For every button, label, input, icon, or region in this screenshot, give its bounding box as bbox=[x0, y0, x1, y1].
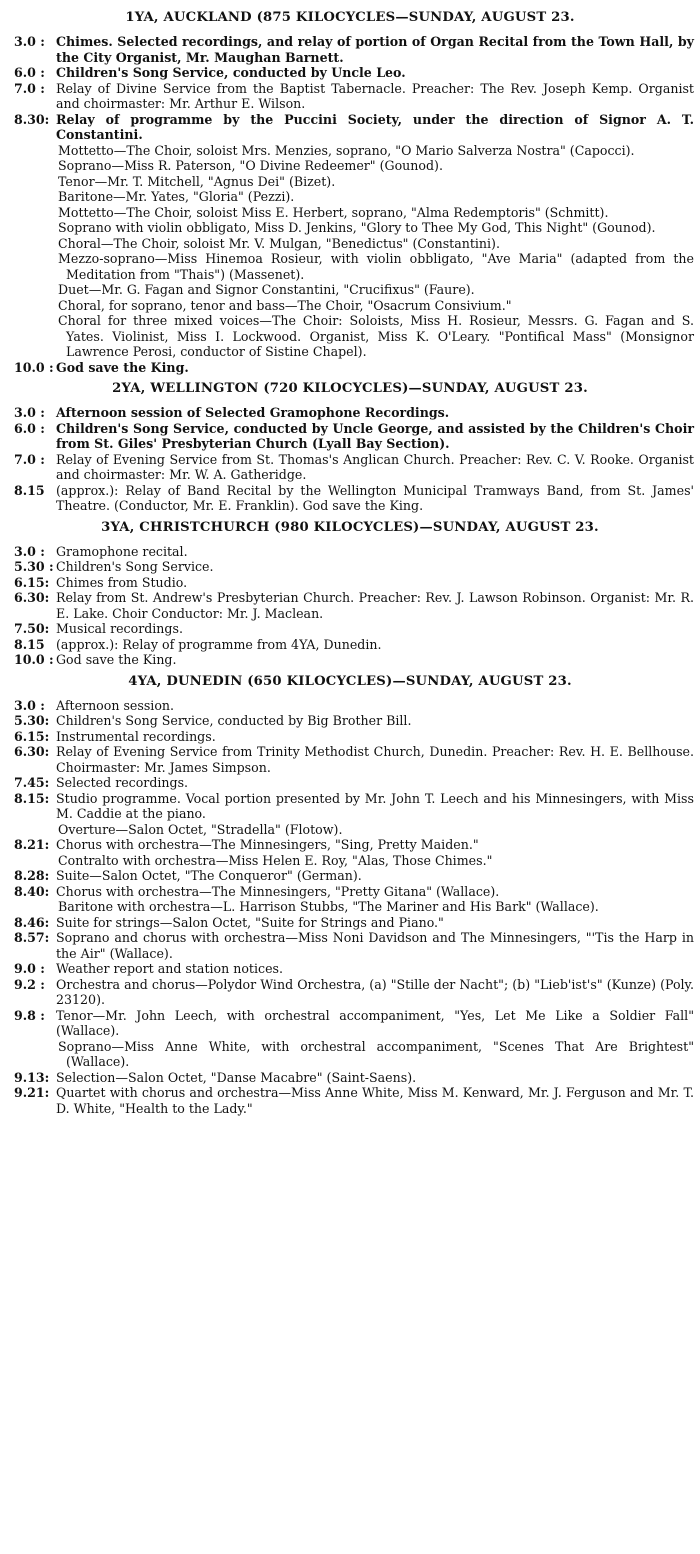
programme-item: Choral, for soprano, tenor and bass—The Choir, "Osacrum Consivium." bbox=[58, 297, 512, 313]
entry-text: Children's Song Service, conducted by Big Brother Bill. bbox=[56, 713, 412, 728]
programme-entry bbox=[6, 652, 694, 668]
entry-text: God save the King. bbox=[56, 359, 189, 375]
programme-entry bbox=[6, 575, 694, 591]
programme-entry bbox=[6, 868, 694, 884]
entry-text: Afternoon session. bbox=[56, 697, 175, 713]
entry-time: 10.0 : bbox=[14, 359, 54, 375]
programme-entry bbox=[6, 559, 694, 575]
entry-time: 3.0 : bbox=[14, 405, 45, 420]
station-3ya-christchurch bbox=[6, 520, 694, 668]
entry-time: 8.30: bbox=[14, 111, 50, 127]
programme-entry bbox=[6, 961, 694, 977]
programme-entry bbox=[6, 621, 694, 637]
programme-entry bbox=[6, 744, 694, 775]
entry-time: 7.45: bbox=[14, 775, 50, 790]
entry-time: 3.0 : bbox=[14, 543, 45, 559]
entry-time: 5.30: bbox=[14, 713, 50, 728]
programme-item: Choral—The Choir, soloist Mr. V. Mulgan, "Benedictus" (Constantini). bbox=[58, 235, 500, 251]
entry-time: 8.15 bbox=[14, 636, 45, 652]
entry-text: Relay of Evening Service from St. Thomas's Anglican Church. Preacher: Rev. C. V. Rooke. Organist and choirmaster: Mr. W. A. Gatheridge. bbox=[56, 451, 694, 482]
entry-time: 6.30: bbox=[14, 744, 50, 759]
programme-item: Soprano—Miss R. Paterson, "O Divine Redeemer" (Gounod). bbox=[58, 158, 443, 173]
station-heading: 4YA, DUNEDIN (650 KILOCYCLES)—SUNDAY, AUGUST 23. bbox=[128, 673, 572, 689]
entry-time: 5.30 : bbox=[14, 559, 54, 574]
entry-time: 9.21: bbox=[14, 1085, 50, 1100]
entry-time: 6.15: bbox=[14, 574, 50, 590]
entry-time: 9.13: bbox=[14, 1069, 50, 1085]
programme-entry bbox=[6, 698, 694, 714]
entry-text: Relay of programme by the Puccini Society, under the direction of Signor A. T. Constantini. bbox=[56, 111, 694, 142]
entry-time: 8.21: bbox=[14, 837, 50, 852]
programme-entry bbox=[6, 65, 694, 81]
programme-item: Mottetto—The Choir, soloist Mrs. Menzies, soprano, "O Mario Salverza Nostra" (Capocci). bbox=[58, 142, 635, 158]
entry-text: God save the King. bbox=[56, 652, 177, 667]
station-4ya-dunedin bbox=[6, 674, 694, 1117]
programme-item: Overture—Salon Octet, "Stradella" (Flotow). bbox=[58, 821, 343, 837]
entry-text: Weather report and station notices. bbox=[56, 961, 283, 976]
entry-time: 3.0 : bbox=[14, 697, 45, 713]
entry-text: Soprano and chorus with orchestra—Miss Noni Davidson and The Minnesingers, "'Tis the Harp in the Air" (Wallace). bbox=[56, 930, 694, 961]
entry-time: 8.15 bbox=[14, 482, 45, 498]
entry-text: Selected recordings. bbox=[56, 775, 189, 790]
programme-item: Mezzo-soprano—Miss Hinemoa Rosieur, with violin obbligato, "Ave Maria" (adapted from the Meditation from "Thais") (Massenet). bbox=[58, 251, 694, 282]
programme-entry bbox=[6, 544, 694, 560]
station-heading: 3YA, CHRISTCHURCH (980 KILOCYCLES)—SUNDAY, AUGUST 23. bbox=[101, 519, 599, 535]
entry-time: 9.8 : bbox=[14, 1007, 45, 1023]
station-heading: 1YA, AUCKLAND (875 KILOCYCLES—SUNDAY, AUGUST 23. bbox=[125, 10, 575, 25]
entry-text: (approx.): Relay of Band Recital by the Wellington Municipal Tramways Band, from St. James' Theatre. (Conductor, Mr. E. Franklin). God save the King. bbox=[56, 482, 694, 513]
programme-entry bbox=[6, 1070, 694, 1086]
programme-entry bbox=[6, 930, 694, 961]
programme-entry bbox=[6, 360, 694, 376]
programme-item: Mottetto—The Choir, soloist Miss E. Herbert, soprano, "Alma Redemptoris" (Schmitt). bbox=[58, 204, 609, 220]
entry-time: 6.0 : bbox=[14, 65, 45, 80]
programme-entry bbox=[6, 405, 694, 421]
programme-entry bbox=[6, 713, 694, 729]
programme-entry bbox=[6, 112, 694, 143]
programme-item: Soprano with violin obbligato, Miss D. Jenkins, "Glory to Thee My God, This Night" (Gounod). bbox=[58, 220, 656, 235]
entry-text: Studio programme. Vocal portion presented by Mr. John T. Leech and his Minnesingers, with Miss M. Caddie at the piano. bbox=[56, 790, 694, 821]
entry-text: Chorus with orchestra—The Minnesingers, "Sing, Pretty Maiden." bbox=[56, 837, 479, 852]
entry-text: Selection—Salon Octet, "Danse Macabre" (Saint-Saens). bbox=[56, 1069, 417, 1085]
entry-time: 7.0 : bbox=[14, 80, 45, 96]
programme-entry bbox=[6, 452, 694, 483]
programme-item: Baritone with orchestra—L. Harrison Stubbs, "The Mariner and His Bark" (Wallace). bbox=[58, 899, 599, 914]
entry-text: Orchestra and chorus—Polydor Wind Orchestra, (a) "Stille der Nacht"; (b) "Lieb'ist's" (Kunze) (Poly. 23120). bbox=[56, 976, 694, 1007]
programme-entry bbox=[6, 483, 694, 514]
programme-item: Choral for three mixed voices—The Choir: Soloists, Miss H. Rosieur, Messrs. G. Fagan and S. Yates. Violinist, Miss I. Lockwood. Organist, Miss K. O'Leary. "Pontifical Mass" (Monsignor Lawrence Perosi, conductor of Sistine Chapel). bbox=[58, 313, 694, 359]
entry-time: 6.15: bbox=[14, 728, 50, 744]
entry-time: 6.30: bbox=[14, 590, 50, 605]
entry-text: Quartet with chorus and orchestra—Miss Anne White, Miss M. Kenward, Mr. J. Ferguson and Mr. T. D. White, "Health to the Lady." bbox=[56, 1085, 694, 1116]
programme-entry bbox=[6, 837, 694, 853]
programme-entry bbox=[6, 775, 694, 791]
entry-time: 8.46: bbox=[14, 914, 50, 930]
station-heading: 2YA, WELLINGTON (720 KILOCYCLES)—SUNDAY, AUGUST 23. bbox=[112, 381, 588, 396]
entry-text: Children's Song Service, conducted by Uncle George, and assisted by the Children's Choir from St. Giles' Presbyterian Church (Lyall Bay Section). bbox=[56, 420, 694, 451]
entry-time: 10.0 : bbox=[14, 652, 54, 667]
station-1ya-auckland bbox=[6, 10, 694, 375]
entry-time: 8.57: bbox=[14, 930, 50, 945]
entry-text: Suite for strings—Salon Octet, "Suite for Strings and Piano." bbox=[56, 914, 444, 930]
programme-entry bbox=[6, 81, 694, 112]
entry-time: 3.0 : bbox=[14, 34, 45, 49]
programme-item: Tenor—Mr. T. Mitchell, "Agnus Dei" (Bizet). bbox=[58, 173, 336, 189]
entry-text: Afternoon session of Selected Gramophone Recordings. bbox=[56, 405, 450, 420]
entry-time: 9.0 : bbox=[14, 961, 45, 976]
programme-item: Contralto with orchestra—Miss Helen E. Roy, "Alas, Those Chimes." bbox=[58, 852, 493, 868]
entry-text: Relay from St. Andrew's Presbyterian Church. Preacher: Rev. J. Lawson Robinson. Organist: Mr. R. E. Lake. Choir Conductor: Mr. J. Maclean. bbox=[56, 590, 694, 621]
entry-time: 8.15: bbox=[14, 790, 50, 806]
entry-text: Musical recordings. bbox=[56, 621, 183, 636]
programme-entry bbox=[6, 915, 694, 931]
programme-entry bbox=[6, 729, 694, 745]
programme-entry bbox=[6, 1085, 694, 1116]
station-2ya-wellington bbox=[6, 381, 694, 514]
programme-entry bbox=[6, 884, 694, 900]
programme-entry bbox=[6, 421, 694, 452]
entry-text: Gramophone recital. bbox=[56, 543, 188, 559]
programme-item: Soprano—Miss Anne White, with orchestral accompaniment, "Scenes That Are Brightest" (Wallace). bbox=[58, 1038, 694, 1069]
entry-text: Suite—Salon Octet, "The Conqueror" (German). bbox=[56, 868, 362, 883]
programme-entry bbox=[6, 590, 694, 621]
entry-text: (approx.): Relay of programme from 4YA, Dunedin. bbox=[56, 636, 382, 652]
entry-time: 7.0 : bbox=[14, 451, 45, 467]
entry-time: 7.50: bbox=[14, 621, 50, 636]
entry-text: Relay of Divine Service from the Baptist Tabernacle. Preacher: The Rev. Joseph Kemp. Organist and choirmaster: Mr. Arthur E. Wilson. bbox=[56, 80, 694, 111]
programme-item: Baritone—Mr. Yates, "Gloria" (Pezzi). bbox=[58, 189, 295, 204]
programme-entry bbox=[6, 637, 694, 653]
entry-text: Chimes. Selected recordings, and relay of portion of Organ Recital from the Town Hall, by the City Organist, Mr. Maughan Barnett. bbox=[56, 34, 694, 65]
entry-time: 6.0 : bbox=[14, 420, 45, 436]
programme-entry bbox=[6, 977, 694, 1008]
programme-entry bbox=[6, 1008, 694, 1039]
entry-time: 8.40: bbox=[14, 883, 50, 899]
programme-entry bbox=[6, 791, 694, 822]
entry-text: Children's Song Service. bbox=[56, 559, 214, 574]
entry-time: 9.2 : bbox=[14, 976, 45, 992]
entry-text: Chimes from Studio. bbox=[56, 574, 188, 590]
entry-text: Children's Song Service, conducted by Uncle Leo. bbox=[56, 65, 406, 80]
entry-time: 8.28: bbox=[14, 868, 50, 883]
entry-text: Relay of Evening Service from Trinity Methodist Church, Dunedin. Preacher: Rev. H. E. Bellhouse. Choirmaster: Mr. James Simpson. bbox=[56, 744, 694, 775]
entry-text: Tenor—Mr. John Leech, with orchestral accompaniment, "Yes, Let Me Like a Soldier Fall" (Wallace). bbox=[56, 1007, 694, 1038]
entry-text: Chorus with orchestra—The Minnesingers, "Pretty Gitana" (Wallace). bbox=[56, 883, 500, 899]
entry-text: Instrumental recordings. bbox=[56, 728, 216, 744]
programme-entry bbox=[6, 34, 694, 65]
programme-item: Duet—Mr. G. Fagan and Signor Constantini, "Crucifixus" (Faure). bbox=[58, 282, 475, 297]
